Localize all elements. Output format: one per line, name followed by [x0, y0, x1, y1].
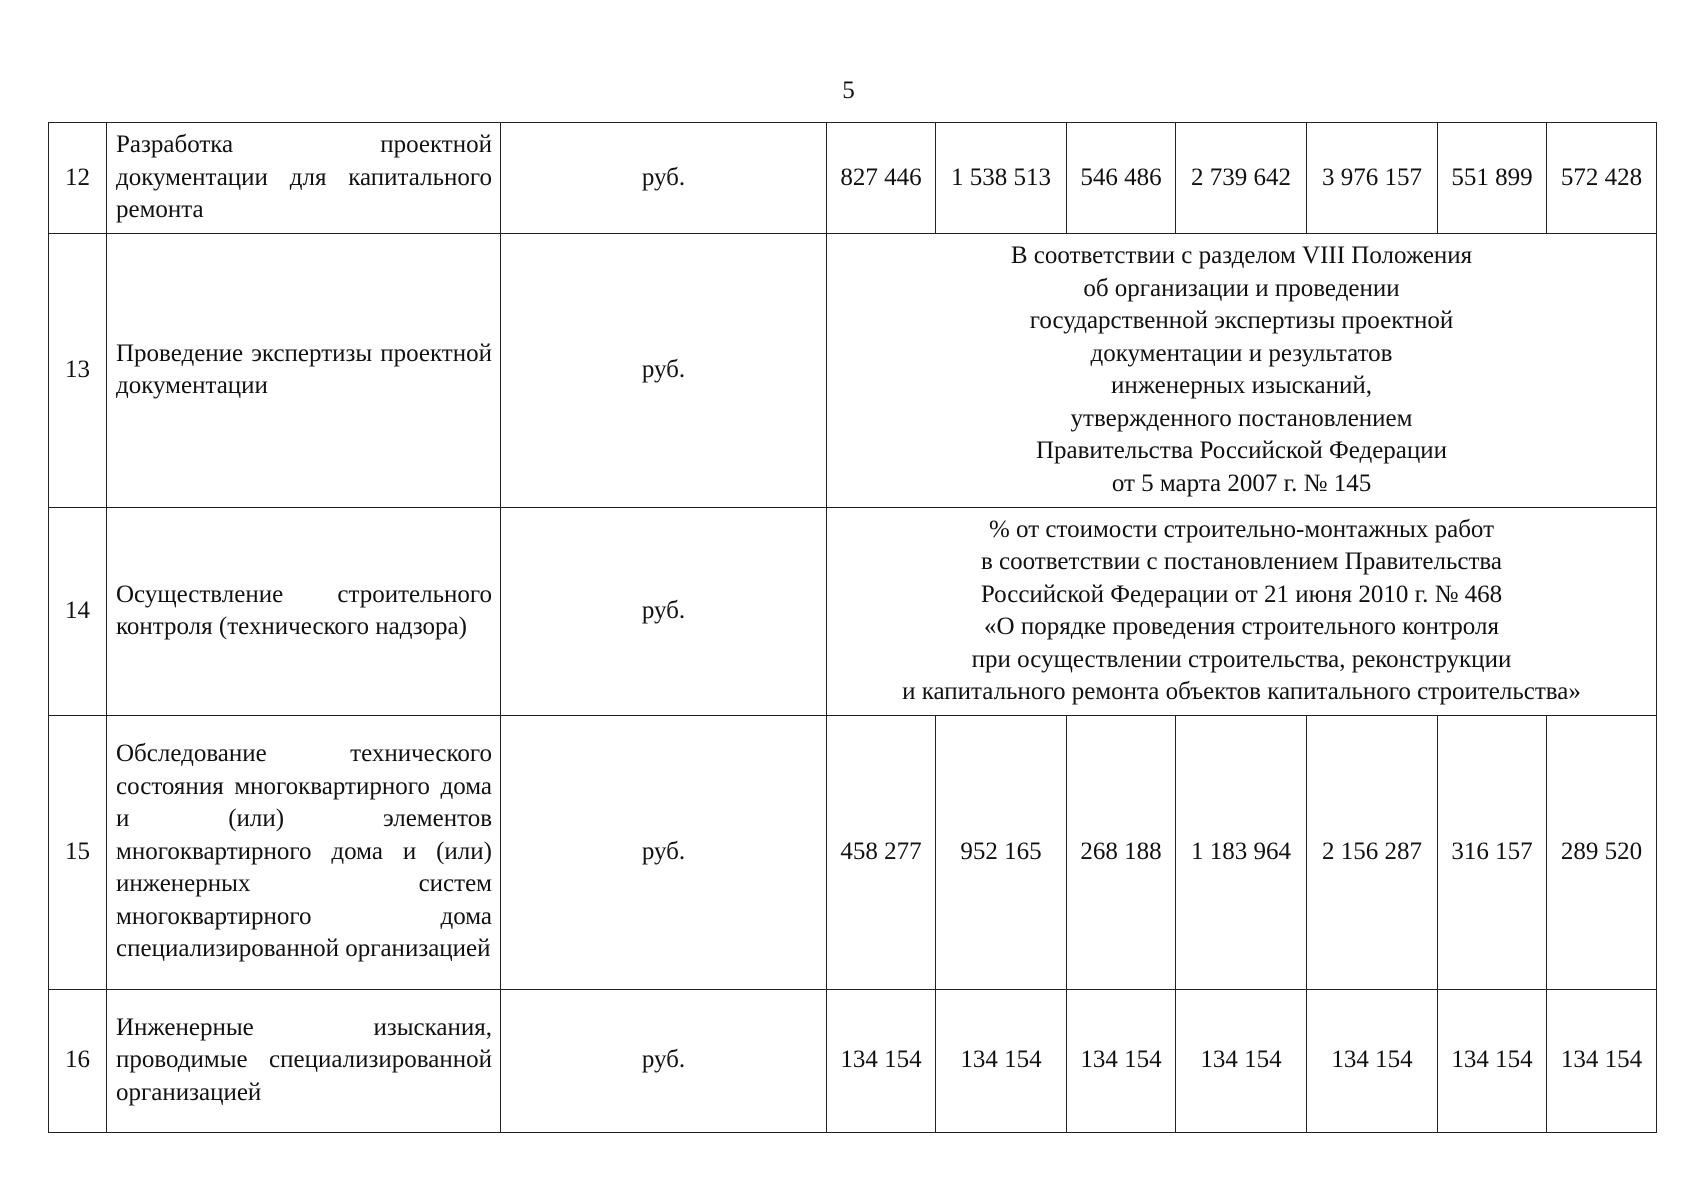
row-number: 14 [49, 507, 107, 715]
value-cell: 268 188 [1067, 715, 1176, 989]
work-name: Осуществление строительного контроля (технического надзора) [107, 507, 501, 715]
work-name: Проведение экспертизы проектной документации [107, 233, 501, 507]
regulation-note [827, 507, 1657, 715]
page-number: 5 [842, 77, 855, 104]
unit: руб. [501, 507, 827, 715]
work-name: Инженерные изыскания, проводимые специализированной организацией [107, 989, 501, 1132]
table-row [49, 715, 1657, 989]
note-line: от 5 марта 2007 г. № 145 [1111, 469, 1372, 497]
value-cell: 134 154 [827, 989, 936, 1132]
value-cell: 134 154 [1438, 989, 1547, 1132]
note-line: В соответствии с разделом VIII Положения [1010, 242, 1473, 269]
note-line: Российской Федерации от 21 июня 2010 г. № 468 [980, 580, 1503, 608]
value-cell: 551 899 [1438, 123, 1547, 234]
value-cell: 827 446 [827, 123, 936, 234]
value-cell: 134 154 [1307, 989, 1438, 1132]
table-row [49, 989, 1657, 1132]
value-cell: 134 154 [1547, 989, 1657, 1132]
unit: руб. [501, 715, 827, 989]
note-line: об организации и проведении [1083, 274, 1400, 302]
table-row [49, 123, 1657, 234]
unit: руб. [501, 233, 827, 507]
value-cell: 1 183 964 [1176, 715, 1307, 989]
table-row [49, 507, 1657, 715]
value-cell: 2 156 287 [1307, 715, 1438, 989]
unit: руб. [501, 123, 827, 234]
note-line: документации и результатов [1090, 339, 1393, 367]
value-cell: 3 976 157 [1307, 123, 1438, 234]
table-row [49, 233, 1657, 507]
value-cell: 316 157 [1438, 715, 1547, 989]
work-name: Обследование технического состояния многоквартирного дома и (или) элементов многоквартирного дома и (или) инженерных систем многоквартирного дома специализированной организацией [107, 715, 501, 989]
note-line: при осуществлении строительства, реконструкции [971, 645, 1512, 673]
note-line: утвержденного постановлением [1070, 404, 1413, 432]
value-cell: 546 486 [1067, 123, 1176, 234]
work-name: Разработка проектной документации для капитального ремонта [107, 123, 501, 234]
value-cell: 134 154 [1067, 989, 1176, 1132]
note-line: инженерных изысканий, [1110, 372, 1373, 399]
value-cell: 134 154 [936, 989, 1067, 1132]
value-cell: 1 538 513 [936, 123, 1067, 234]
value-cell: 458 277 [827, 715, 936, 989]
row-number: 13 [49, 233, 107, 507]
value-cell: 572 428 [1547, 123, 1657, 234]
value-cell: 952 165 [936, 715, 1067, 989]
value-cell: 2 739 642 [1176, 123, 1307, 234]
cost-table [48, 122, 1657, 1133]
unit: руб. [501, 989, 827, 1132]
row-number: 12 [49, 123, 107, 234]
note-line: в соответствии с постановлением Правительства [980, 548, 1502, 575]
note-line: государственной экспертизы проектной [1029, 307, 1454, 334]
note-line: «О порядке проведения строительного контроля [984, 613, 1499, 640]
note-line: и капитального ремонта объектов капитального строительства» [902, 678, 1581, 705]
row-number: 16 [49, 989, 107, 1132]
value-cell: 289 520 [1547, 715, 1657, 989]
note-line: % от стоимости строительно-монтажных работ [988, 515, 1495, 543]
note-line: Правительства Российской Федерации [1035, 437, 1448, 464]
regulation-note [827, 233, 1657, 507]
row-number: 15 [49, 715, 107, 989]
value-cell: 134 154 [1176, 989, 1307, 1132]
